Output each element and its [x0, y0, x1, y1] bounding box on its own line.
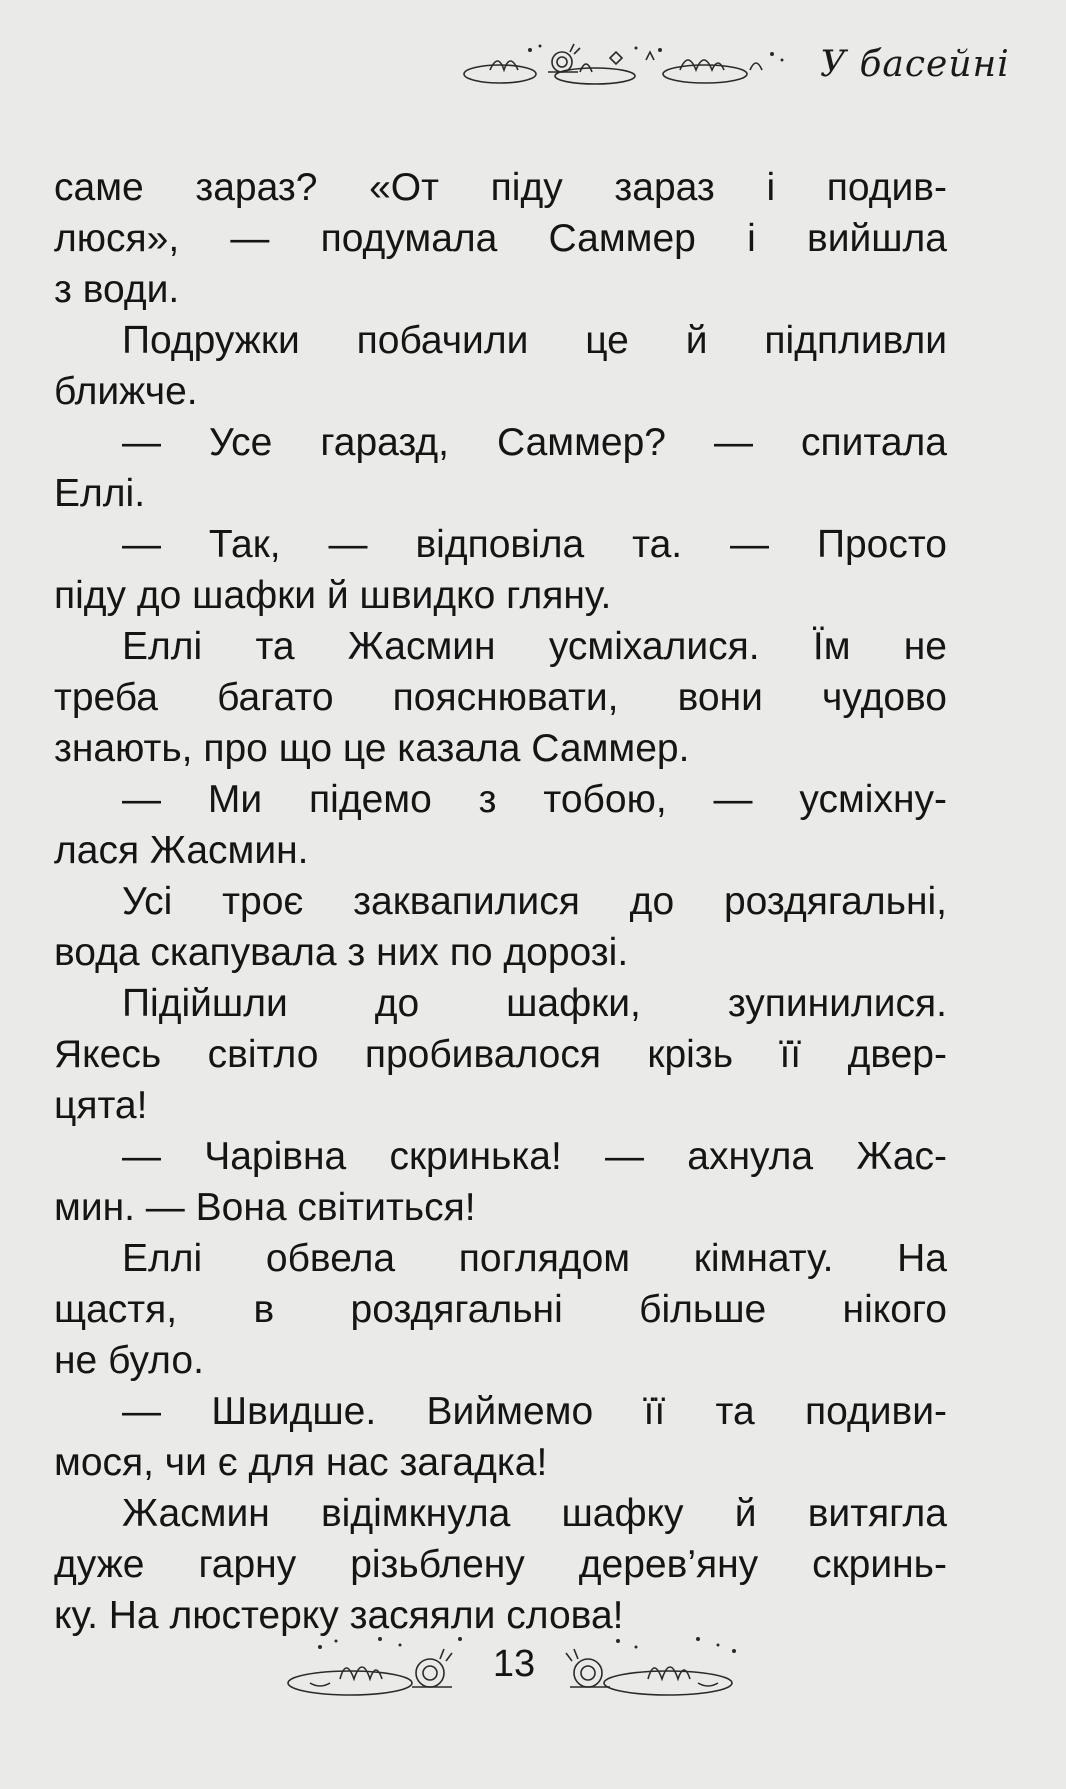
running-title: У басейні	[820, 44, 1010, 85]
text-line: з води.	[54, 268, 180, 311]
text-line: вода скапувала з них по дорозі.	[54, 931, 629, 974]
text-line: треба багато пояснювати, вони чудово	[54, 676, 947, 719]
text-line: саме зараз? «От піду зараз і подив-	[54, 166, 947, 209]
text-line: Еллі обвела поглядом кімнату. На	[122, 1237, 947, 1280]
text-line: мося, чи є для нас загадка!	[54, 1441, 548, 1484]
text-line: — Так, — відповіла та. — Просто	[122, 523, 947, 566]
text-line: Жасмин відімкнула шафку й витягла	[122, 1492, 947, 1535]
text-line: мин. — Вона світиться!	[54, 1186, 476, 1229]
text-line: лася Жасмин.	[54, 829, 309, 872]
text-line: Усі троє заквапилися до роздягальні,	[122, 880, 947, 923]
text-line: люся», — подумала Саммер і вийшла	[54, 217, 947, 260]
body-text	[54, 162, 947, 1641]
lily-pad-snail-ornament-icon	[280, 1625, 480, 1705]
text-line: ближче.	[54, 370, 198, 413]
text-line: піду до шафки й швидко гляну.	[54, 574, 612, 617]
text-line: дуже гарну різьблену дерев’яну скринь-	[54, 1543, 947, 1586]
text-line: Якесь світло пробивалося крізь її двер-	[54, 1033, 947, 1076]
text-line: Еллі.	[54, 472, 146, 515]
text-line: — Ми підемо з тобою, — усміхну-	[122, 778, 947, 821]
page-footer	[280, 1625, 800, 1715]
text-line: щастя, в роздягальні більше нікого	[54, 1288, 947, 1331]
text-line: не було.	[54, 1339, 204, 1382]
text-line: — Усе гаразд, Саммер? — спитала	[122, 421, 947, 464]
text-line: ку. На люстерку засяяли слова!	[54, 1594, 624, 1637]
text-line: — Швидше. Виймемо її та подиви-	[122, 1390, 947, 1433]
lily-pad-snail-ornament-icon	[460, 40, 790, 90]
text-line: Подружки побачили це й підпливли	[122, 319, 947, 362]
page-header	[460, 40, 1020, 95]
text-line: Підійшли до шафки, зупинилися.	[122, 982, 947, 1025]
page-number: 13	[492, 1643, 536, 1685]
text-line: цята!	[54, 1084, 148, 1127]
lily-pad-snail-ornament-icon	[548, 1625, 748, 1705]
text-line: знають, про що це казала Саммер.	[54, 727, 690, 770]
text-line: — Чарівна скринька! — ахнула Жас-	[122, 1135, 947, 1178]
text-line: Еллі та Жасмин усміхалися. Їм не	[122, 625, 947, 668]
